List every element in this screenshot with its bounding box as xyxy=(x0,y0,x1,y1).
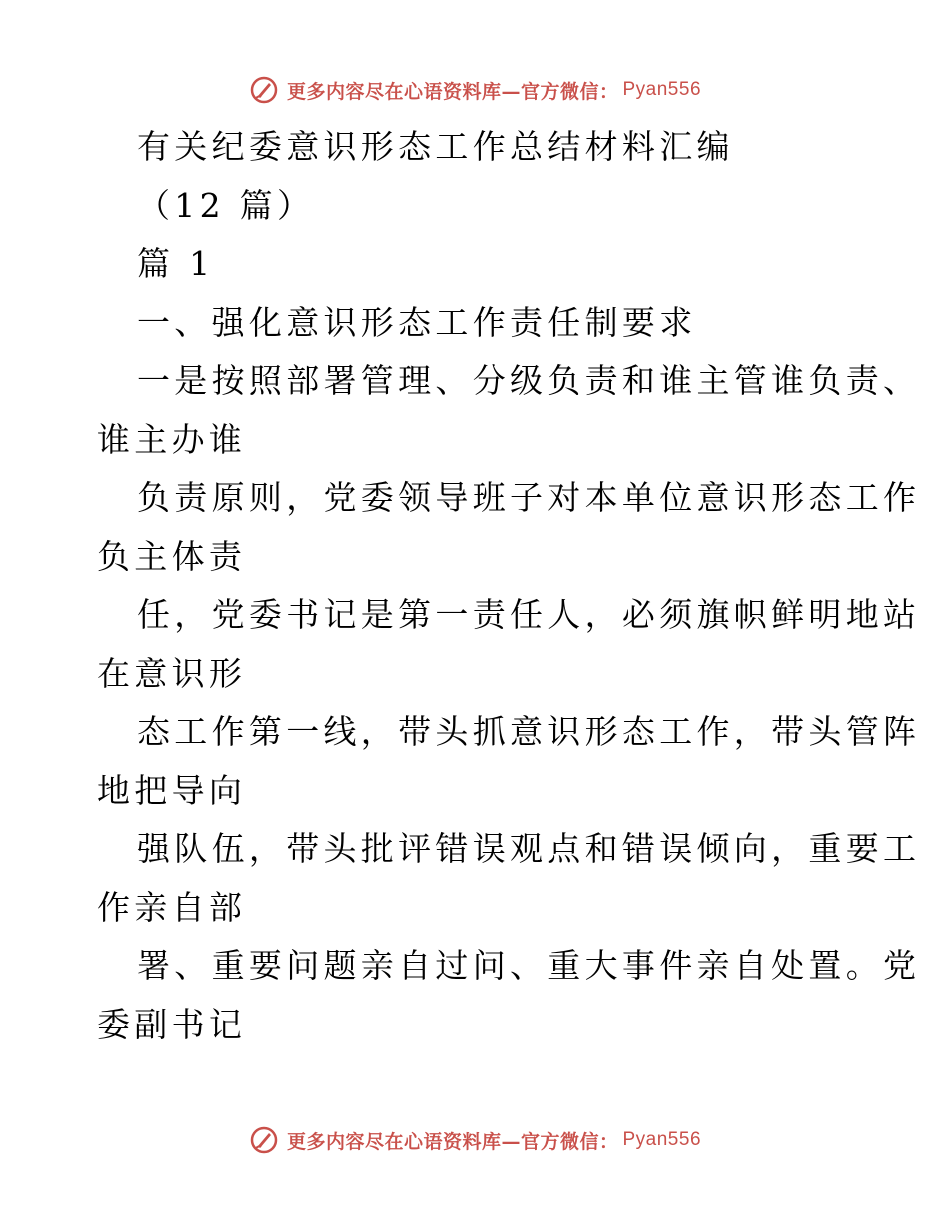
paragraph-line: 任，党委书记是第一责任人，必须旗帜鲜明地站 xyxy=(137,595,921,634)
watermark-wechat-id: Pyan556 xyxy=(622,79,702,100)
paragraph-line: 地把导向 xyxy=(97,770,247,810)
paragraph-line: 负责原则，党委领导班子对本单位意识形态工作 xyxy=(137,478,921,517)
paragraph-line: 一是按照部署管理、分级负责和谁主管谁负责、 xyxy=(137,361,921,400)
paragraph-line: 强队伍，带头批评错误观点和错误倾向，重要工 xyxy=(137,829,921,868)
paragraph-line: 在意识形 xyxy=(97,653,247,693)
paragraph-line: 负主体责 xyxy=(97,536,247,576)
section-heading: 一、强化意识形态工作责任制要求 xyxy=(137,302,697,342)
quill-logo-icon xyxy=(249,75,279,105)
document-title: 有关纪委意识形态工作总结材料汇编 xyxy=(137,127,734,166)
chapter-label: 篇 1 xyxy=(137,244,215,283)
watermark-header xyxy=(0,70,950,110)
watermark-footer xyxy=(0,1120,950,1160)
watermark-text: 更多内容尽在心语资料库—官方微信： xyxy=(286,1130,619,1153)
paragraph-line: 署、重要问题亲自过问、重大事件亲自处置。党 xyxy=(137,946,921,985)
quill-logo-icon xyxy=(249,1125,279,1155)
watermark-wechat-id: Pyan556 xyxy=(622,1129,702,1150)
document-subtitle: （12 篇） xyxy=(137,185,315,225)
paragraph-line: 态工作第一线，带头抓意识形态工作，带头管阵 xyxy=(137,712,921,751)
watermark-text: 更多内容尽在心语资料库—官方微信： xyxy=(286,80,619,103)
paragraph-line: 作亲自部 xyxy=(97,887,247,927)
paragraph-line: 委副书记 xyxy=(97,1004,247,1044)
paragraph-line: 谁主办谁 xyxy=(97,419,247,459)
document-body xyxy=(97,118,921,1054)
